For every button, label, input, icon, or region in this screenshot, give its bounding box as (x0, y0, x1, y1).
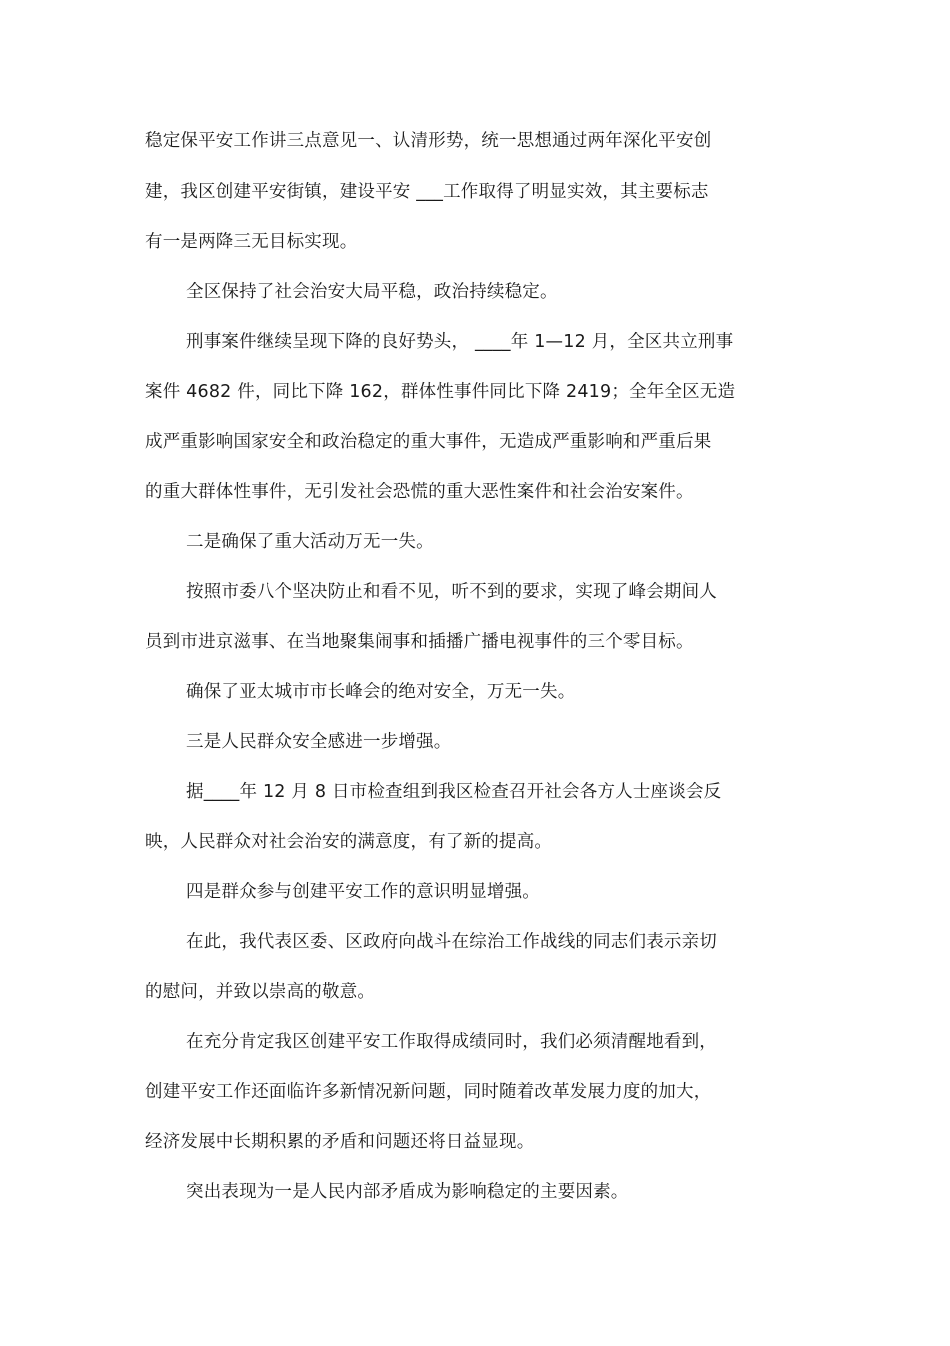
text-line: 有一是两降三无目标实现。 (145, 232, 358, 252)
text-line: 稳定保平安工作讲三点意见一、认清形势，统一思想通过两年深化平安创 (145, 131, 712, 151)
text-line: 成严重影响国家安全和政治稳定的重大事件，无造成严重影响和严重后果 (145, 432, 712, 452)
text-line: 在此，我代表区委、区政府向战斗在综治工作战线的同志们表示亲切 (186, 932, 717, 952)
text-line: 经济发展中长期积累的矛盾和问题还将日益显现。 (145, 1132, 535, 1152)
text-line: 突出表现为一是人民内部矛盾成为影响稳定的主要因素。 (186, 1182, 629, 1202)
text-line: 映，人民群众对社会治安的满意度，有了新的提高。 (145, 832, 553, 852)
text-line: 案件 4682 件，同比下降 162，群体性事件同比下降 2419；全年全区无造 (145, 382, 736, 402)
text-line: 的重大群体性事件，无引发社会恐慌的重大恶性案件和社会治安案件。 (145, 482, 694, 502)
text-line: 按照市委八个坚决防止和看不见，听不到的要求，实现了峰会期间人 (186, 582, 717, 602)
text-line: 二是确保了重大活动万无一失。 (186, 532, 434, 552)
text-line: 确保了亚太城市市长峰会的绝对安全，万无一失。 (186, 682, 576, 702)
text-line: 员到市进京滋事、在当地聚集闹事和插播广播电视事件的三个零目标。 (145, 632, 694, 652)
text-line: 据____年 12 月 8 日市检查组到我区检查召开社会各方人士座谈会反 (186, 782, 722, 802)
text-line: 四是群众参与创建平安工作的意识明显增强。 (186, 882, 540, 902)
text-line: 刑事案件继续呈现下降的良好势头， ____年 1—12 月，全区共立刑事 (186, 332, 734, 352)
text-line: 创建平安工作还面临许多新情况新问题，同时随着改革发展力度的加大， (145, 1082, 712, 1102)
text-line: 的慰问，并致以崇高的敬意。 (145, 982, 376, 1002)
text-line: 全区保持了社会治安大局平稳，政治持续稳定。 (186, 282, 558, 302)
text-line: 在充分肯定我区创建平安工作取得成绩同时，我们必须清醒地看到， (186, 1032, 717, 1052)
text-line: 三是人民群众安全感进一步增强。 (186, 732, 452, 752)
text-line: 建，我区创建平安街镇，建设平安 ___工作取得了明显实效，其主要标志 (145, 182, 709, 202)
